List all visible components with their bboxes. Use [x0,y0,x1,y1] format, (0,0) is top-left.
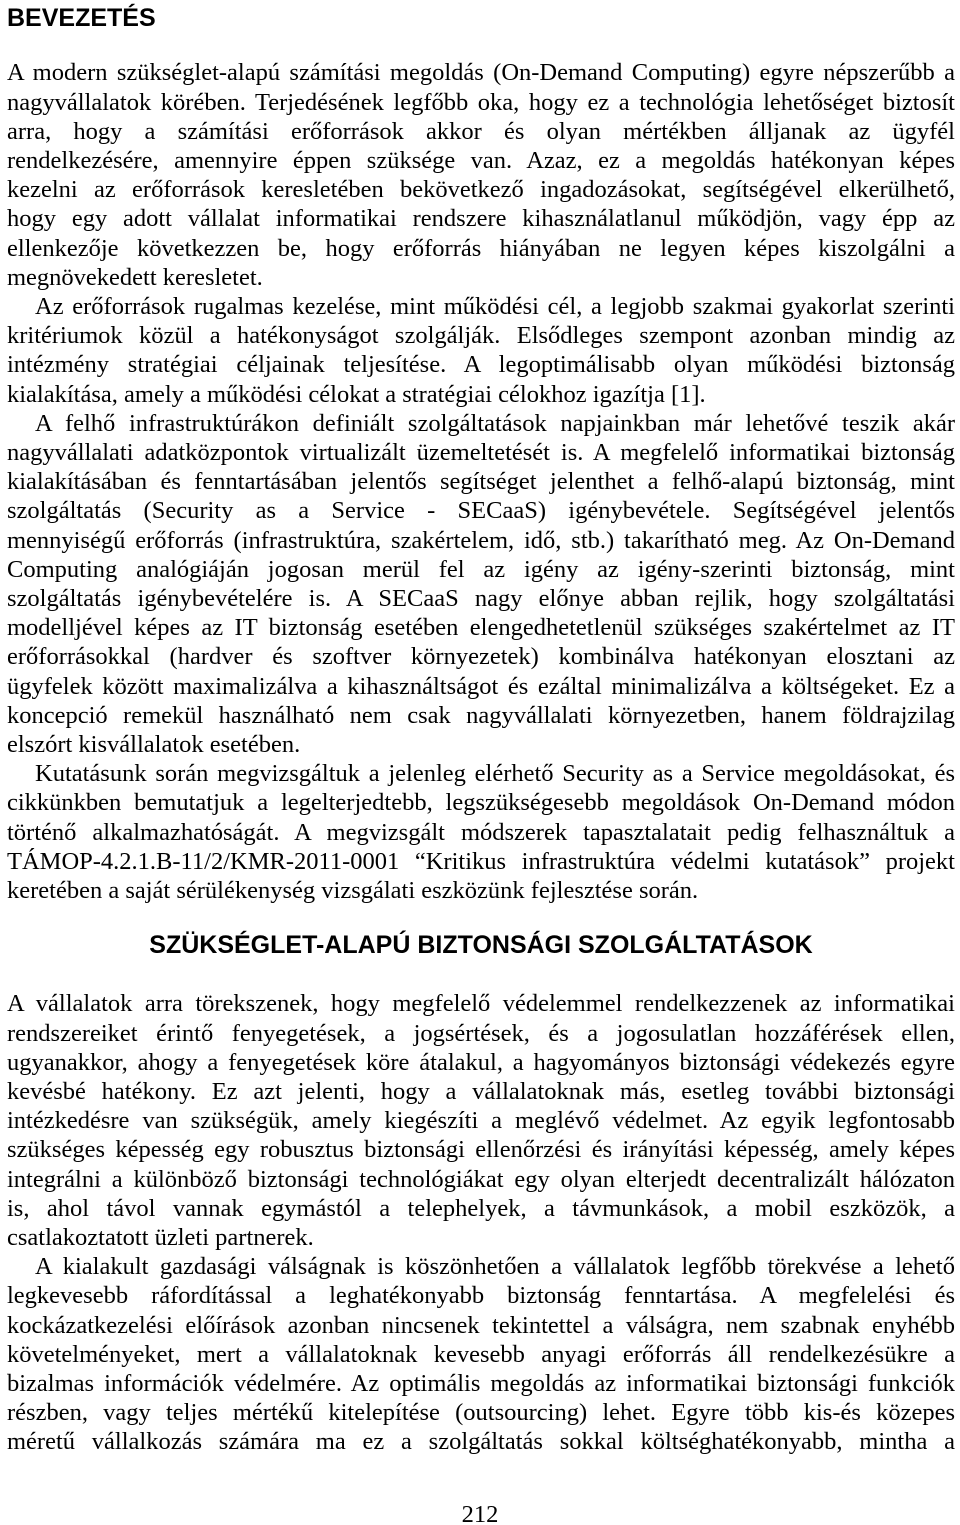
text-line: A vállalatok arra törekszenek, hogy megfelelő védelemmel rendelkezzenek az informatikai [7,990,955,1018]
text-line: ugyanakkor, ahogy a fenyegetések köre átalakul, a hagyományos biztonsági védekezés egyre [7,1048,955,1076]
text-line: kevésbé hatékony. Ez azt jelenti, hogy a vállalatoknak más, esetleg további biztonsági [7,1078,955,1105]
section-heading-on-demand-security-services: SZÜKSÉGLET-ALAPÚ BIZTONSÁGI SZOLGÁLTATÁSOK [149,931,813,959]
text-line: csatlakoztatott üzleti partnerek. [7,1224,314,1252]
text-line: Kutatásunk során megvizsgáltuk a jelenleg elérhető Security as a Service megoldásokat, és [35,760,955,788]
paragraph [7,1252,955,1456]
paragraph [7,58,955,292]
text-line: részben, vagy teljes mértékű kitelepítése (outsourcing) lehet. Egyre több kis-és közepes [7,1399,955,1427]
text-line: mennyiségű erőforrás (infrastruktúra, szakértelem, idő, stb.) takarítható meg. Az On-Demand [7,526,955,554]
text-line: keretében a saját sérülékenység vizsgálati eszközünk fejlesztése során. [7,877,699,905]
text-line: rendelkezésére, amennyire éppen szüksége van. Azaz, ez a megoldás hatékonyan képes [7,147,955,174]
text-line: méretű vállalkozás számára ma ez a szolgáltatás sokkal költséghatékonyabb, mintha a [7,1428,955,1456]
text-line: intézmény stratégiai céljainak teljesítése. A legoptimálisabb olyan működési biztonság [7,351,955,379]
text-line: ellenkezője következzen be, hogy erőforrás hiányában ne legyen képes kiszolgálni a [7,234,955,262]
text-line: arra, hogy a számítási erőforrások akkor és olyan mértékben álljanak az ügyfél [7,117,955,145]
section-body-on-demand-security-services [7,989,955,1456]
text-line: kritériumok közül a hatékonyságot szolgálják. Elsődleges szempont azonban mindig az [7,322,955,350]
text-line: intézkedésre van szükségük, amely kiegészíti a meglévő védelmet. Az egyik legfontosabb [7,1107,955,1135]
text-line: A kialakult gazdasági válságnak is köszönhetően a vállalatok legfőbb törekvése a lehető [35,1253,955,1281]
text-line: ügyfelek között maximalizálva a kihasználtságot és ezáltal minimalizálva a költségeket. Ez a [7,672,955,700]
text-line: történő alkalmazhatóságát. A megvizsgált módszerek tapasztalatait pedig felhasználtuk a [7,818,955,846]
text-line: TÁMOP-4.2.1.B-11/2/KMR-2011-0001 “Kritikus infrastruktúra védelmi kutatások” projekt [7,847,955,875]
section-heading-introduction: BEVEZETÉS [7,4,156,32]
text-line: erőforrásokkal (hardver és szoftver környezetek) kombinálva hatékonyan elosztani az [7,643,955,671]
paragraph [7,759,955,905]
text-line: szükséges képesség egy robusztus biztonsági ellenőrzési és irányítási képesség, amely képes [7,1136,955,1164]
text-line: modelljével képes az IT biztonság esetében elengedhetetlenül szükséges szakértelmet az IT [7,614,955,642]
text-line: kezelni az erőforrások keresletében bekövetkező ingadozásokat, segítségével elkerülhető, [7,176,955,204]
text-line: rendszereiket érintő fenyegetések, a jogsértések, és a jogosulatlan hozzáférések ellen, [7,1019,955,1047]
text-line: is, ahol távol vannak egymástól a telephelyek, a távmunkások, a mobil eszközök, a [7,1194,955,1222]
text-line: cikkünkben bemutatjuk a legelterjedtebb, legszükségesebb megoldások On-Demand módon [7,789,955,817]
text-line: nagyvállalatok körében. Terjedésének legfőbb oka, hogy ez a technológia lehetőséget biztosít [7,88,955,116]
text-line: Az erőforrások rugalmas kezelése, mint működési cél, a legjobb szakmai gyakorlat szerinti [35,293,955,321]
text-line: kockázatkezelési előírások azonban nincsenek tekintettel a válságra, nem szabnak enyhébb [7,1311,955,1339]
paragraph [7,409,955,759]
text-line: Computing analógiáján jogosan merül fel az igény az igény-szerinti biztonság, mint [7,555,955,583]
text-line: szolgáltatás igénybevételére is. A SECaaS nagy előnye abban rejlik, hogy szolgáltatási [7,585,955,613]
text-line: követelményeket, mert a vállalatoknak kevesebb anyagi erőforrás áll rendelkezésükre a [7,1340,955,1368]
paragraph [7,292,955,409]
text-line: kialakításában és fenntartásában jelentős segítséget jelenthet a felhő-alapú biztonság, mint [7,468,955,496]
text-line: nagyvállalati adatközpontok virtualizált üzemeltetését is. A megfelelő informatikai biztonság [7,439,955,467]
text-line: A modern szükséglet-alapú számítási megoldás (On-Demand Computing) egyre népszerűbb a [7,59,955,87]
text-line: integrálni a különböző biztonsági technológiákat egy olyan elterjedt decentralizált hálózaton [7,1165,955,1193]
text-line: elszórt kisvállalatok esetében. [7,731,301,759]
text-line: koncepció remekül használható nem csak nagyvállalati környezetben, hanem földrajzilag [7,701,955,729]
text-line: kialakítása, amely a működési célokat a stratégiai célokhoz igazítja [1]. [7,380,706,408]
text-line: legkevesebb ráfordítással a leghatékonyabb biztonság fenntartása. A megfelelési és [7,1282,955,1310]
text-line: bizalmas információk védelmére. Az optimális megoldás az informatikai biztonsági funkciók [7,1370,955,1398]
page-number: 212 [461,1501,499,1525]
text-line: szolgáltatás (Security as a Service - SECaaS) igénybevétele. Segítségével jelentős [7,497,955,525]
text-line: hogy egy adott vállalat informatikai rendszere kihasználatlanul működjön, vagy épp az [7,205,955,233]
paragraph [7,989,955,1252]
text-line: megnövekedett keresletet. [7,263,263,291]
text-line: A felhő infrastruktúrákon definiált szolgáltatások napjainkban már lehetővé teszik akár [35,409,955,437]
section-body-introduction [7,58,955,905]
